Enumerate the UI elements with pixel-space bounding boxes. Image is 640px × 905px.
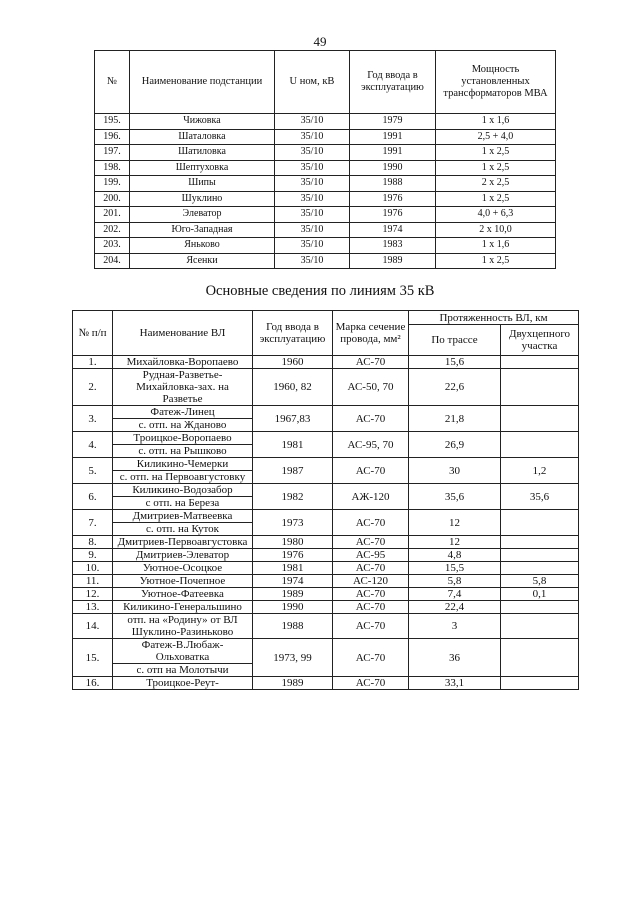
line-wire: АС-70	[333, 356, 409, 369]
table-cell: 1 х 2,5	[436, 145, 556, 161]
line-route: 15,5	[409, 562, 501, 575]
lines-table	[72, 310, 579, 690]
table-row	[95, 176, 556, 192]
line-route: 33,1	[409, 677, 501, 690]
table-row	[73, 536, 579, 549]
table-cell: 35/10	[275, 145, 350, 161]
line-year: 1987	[253, 458, 333, 484]
table-cell: 1974	[350, 222, 436, 238]
table-cell: 1976	[350, 207, 436, 223]
line-name: Уютное-Почепное	[113, 575, 253, 588]
row-number: 1.	[73, 356, 113, 369]
table-cell: Шипы	[130, 176, 275, 192]
table-cell: 2,5 + 4,0	[436, 129, 556, 145]
table-row	[73, 458, 579, 471]
row-number: 11.	[73, 575, 113, 588]
table-row	[95, 129, 556, 145]
table-cell: 1 х 2,5	[436, 253, 556, 269]
line-double	[501, 369, 579, 406]
line-route: 7,4	[409, 588, 501, 601]
table-row	[73, 601, 579, 614]
row-number: 8.	[73, 536, 113, 549]
table-cell: 196.	[95, 129, 130, 145]
col-header: №	[95, 51, 130, 114]
line-wire: АС-70	[333, 677, 409, 690]
row-number: 15.	[73, 639, 113, 677]
line-double	[501, 677, 579, 690]
line-name: Михайловка-Воропаево	[113, 356, 253, 369]
line-name: Рудная-Разветье-Михайловка-зах. на Разветье	[113, 369, 253, 406]
substations-header-row	[95, 51, 556, 114]
table-cell: Яньково	[130, 238, 275, 254]
row-number: 5.	[73, 458, 113, 484]
line-route: 22,6	[409, 369, 501, 406]
table-cell: 203.	[95, 238, 130, 254]
line-wire: АС-50, 70	[333, 369, 409, 406]
table-cell: 1983	[350, 238, 436, 254]
line-route: 26,9	[409, 432, 501, 458]
table-cell: 204.	[95, 253, 130, 269]
line-year: 1990	[253, 601, 333, 614]
row-number: 6.	[73, 484, 113, 510]
table-cell: 1979	[350, 114, 436, 130]
table-cell: 2 х 10,0	[436, 222, 556, 238]
table-cell: Юго-Западная	[130, 222, 275, 238]
line-route: 21,8	[409, 406, 501, 432]
table-cell: 1991	[350, 145, 436, 161]
table-cell: Шатиловка	[130, 145, 275, 161]
line-wire: АС-70	[333, 458, 409, 484]
table-cell: 1988	[350, 176, 436, 192]
line-name: Уютное-Осоцкое	[113, 562, 253, 575]
table-cell: 1 х 2,5	[436, 191, 556, 207]
page-number: 49	[313, 34, 327, 49]
line-wire: АС-70	[333, 614, 409, 639]
line-double: 35,6	[501, 484, 579, 510]
line-wire: АЖ-120	[333, 484, 409, 510]
line-name: Уютное-Фатеевка	[113, 588, 253, 601]
line-wire: АС-70	[333, 588, 409, 601]
line-year: 1980	[253, 536, 333, 549]
col-header: U ном, кВ	[275, 51, 350, 114]
table-cell: 1 х 2,5	[436, 160, 556, 176]
line-name: Киликино-Водозабор	[113, 484, 253, 497]
line-double	[501, 562, 579, 575]
table-cell: 35/10	[275, 160, 350, 176]
table-row	[73, 510, 579, 523]
table-cell: 200.	[95, 191, 130, 207]
line-name: с. отп. на Куток	[113, 523, 253, 536]
line-year: 1982	[253, 484, 333, 510]
table-cell: 1991	[350, 129, 436, 145]
table-cell: 197.	[95, 145, 130, 161]
lines-header-row	[73, 311, 579, 325]
table-cell: 1 х 1,6	[436, 238, 556, 254]
line-name: Киликино-Чемерки	[113, 458, 253, 471]
row-number: 4.	[73, 432, 113, 458]
line-name: Дмитриев-Элеватор	[113, 549, 253, 562]
row-number: 7.	[73, 510, 113, 536]
table-row	[95, 145, 556, 161]
table-cell: Элеватор	[130, 207, 275, 223]
table-cell: 1990	[350, 160, 436, 176]
line-route: 22,4	[409, 601, 501, 614]
table-row	[73, 432, 579, 445]
line-year: 1989	[253, 677, 333, 690]
table-cell: 35/10	[275, 253, 350, 269]
line-name: Фатеж-В.Любаж-Ольховатка	[113, 639, 253, 664]
line-year: 1973, 99	[253, 639, 333, 677]
line-route: 35,6	[409, 484, 501, 510]
line-name: с. отп. на Жданово	[113, 419, 253, 432]
table-cell: Шаталовка	[130, 129, 275, 145]
table-cell: 1976	[350, 191, 436, 207]
line-year: 1960, 82	[253, 369, 333, 406]
line-wire: АС-120	[333, 575, 409, 588]
line-double	[501, 356, 579, 369]
line-name: Фатеж-Линец	[113, 406, 253, 419]
line-name: с отп. на Береза	[113, 497, 253, 510]
col-header-wire: Марка сечение провода, мм²	[333, 311, 409, 356]
line-name: Киликино-Генеральшино	[113, 601, 253, 614]
table-cell: 35/10	[275, 114, 350, 130]
line-wire: АС-70	[333, 510, 409, 536]
table-row	[73, 677, 579, 690]
table-cell: 35/10	[275, 191, 350, 207]
row-number: 3.	[73, 406, 113, 432]
col-header: Наименование подстанции	[130, 51, 275, 114]
line-year: 1981	[253, 562, 333, 575]
table-row	[95, 222, 556, 238]
table-row	[73, 356, 579, 369]
line-year: 1973	[253, 510, 333, 536]
line-wire: АС-70	[333, 536, 409, 549]
col-header: Мощность установленных трансформаторов МВА	[436, 51, 556, 114]
table-cell: 35/10	[275, 129, 350, 145]
line-double	[501, 601, 579, 614]
table-row	[95, 114, 556, 130]
table-row	[95, 207, 556, 223]
line-year: 1974	[253, 575, 333, 588]
line-name: отп. на «Родину» от ВЛ Шуклино-Разиньково	[113, 614, 253, 639]
table-cell: Шептуховка	[130, 160, 275, 176]
line-year: 1967,83	[253, 406, 333, 432]
table-cell: 199.	[95, 176, 130, 192]
col-header-name: Наименование ВЛ	[113, 311, 253, 356]
col-header-num: № п/п	[73, 311, 113, 356]
table-row	[95, 191, 556, 207]
line-name: с. отп. на Первоавгустовку	[113, 471, 253, 484]
line-year: 1976	[253, 549, 333, 562]
table-row	[73, 575, 579, 588]
table-row	[73, 484, 579, 497]
table-row	[73, 562, 579, 575]
line-wire: АС-95, 70	[333, 432, 409, 458]
table-row	[73, 639, 579, 664]
line-year: 1989	[253, 588, 333, 601]
row-number: 9.	[73, 549, 113, 562]
table-cell: 2 х 2,5	[436, 176, 556, 192]
line-route: 3	[409, 614, 501, 639]
col-header-year: Год ввода в эксплуатацию	[253, 311, 333, 356]
table-row	[95, 238, 556, 254]
line-name: Дмитриев-Матвеевка	[113, 510, 253, 523]
line-double	[501, 549, 579, 562]
line-name: Троицкое-Реут-	[113, 677, 253, 690]
line-route: 5,8	[409, 575, 501, 588]
line-name: Троицкое-Воропаево	[113, 432, 253, 445]
table-cell: 195.	[95, 114, 130, 130]
row-number: 13.	[73, 601, 113, 614]
line-name: с. отп на Молотычи	[113, 664, 253, 677]
line-double	[501, 510, 579, 536]
table-cell: 35/10	[275, 238, 350, 254]
table-cell: 198.	[95, 160, 130, 176]
line-year: 1988	[253, 614, 333, 639]
row-number: 16.	[73, 677, 113, 690]
line-double: 1,2	[501, 458, 579, 484]
table-cell: 35/10	[275, 176, 350, 192]
substations-table	[94, 50, 556, 269]
table-cell: 35/10	[275, 207, 350, 223]
row-number: 12.	[73, 588, 113, 601]
col-header-length: Протяженность ВЛ, км	[409, 311, 579, 325]
table-cell: Шуклино	[130, 191, 275, 207]
line-name: с. отп. на Рышково	[113, 445, 253, 458]
line-route: 36	[409, 639, 501, 677]
row-number: 14.	[73, 614, 113, 639]
col-header-double: Двухцепного участка	[501, 325, 579, 356]
line-wire: АС-70	[333, 601, 409, 614]
table-cell: 1 х 1,6	[436, 114, 556, 130]
col-header-route: По трассе	[409, 325, 501, 356]
table-cell: 201.	[95, 207, 130, 223]
line-double	[501, 536, 579, 549]
table-cell: 4,0 + 6,3	[436, 207, 556, 223]
line-year: 1981	[253, 432, 333, 458]
table-cell: 35/10	[275, 222, 350, 238]
table-row	[95, 160, 556, 176]
table-row	[73, 549, 579, 562]
table-cell: 202.	[95, 222, 130, 238]
line-route: 30	[409, 458, 501, 484]
line-double	[501, 406, 579, 432]
table-cell: 1989	[350, 253, 436, 269]
line-route: 12	[409, 536, 501, 549]
line-wire: АС-70	[333, 406, 409, 432]
line-double	[501, 432, 579, 458]
col-header: Год ввода в эксплуатацию	[350, 51, 436, 114]
row-number: 2.	[73, 369, 113, 406]
line-double: 5,8	[501, 575, 579, 588]
line-double	[501, 639, 579, 677]
line-route: 4,8	[409, 549, 501, 562]
line-route: 12	[409, 510, 501, 536]
table-row	[73, 588, 579, 601]
line-name: Дмитриев-Первоавгустовка	[113, 536, 253, 549]
line-double: 0,1	[501, 588, 579, 601]
line-route: 15,6	[409, 356, 501, 369]
line-year: 1960	[253, 356, 333, 369]
section-title: Основные сведения по линиям 35 кВ	[205, 283, 435, 299]
line-double	[501, 614, 579, 639]
table-cell: Ясенки	[130, 253, 275, 269]
table-cell: Чижовка	[130, 114, 275, 130]
table-row	[95, 253, 556, 269]
line-wire: АС-70	[333, 639, 409, 677]
table-row	[73, 369, 579, 406]
row-number: 10.	[73, 562, 113, 575]
table-row	[73, 406, 579, 419]
line-wire: АС-70	[333, 562, 409, 575]
table-row	[73, 614, 579, 639]
line-wire: АС-95	[333, 549, 409, 562]
